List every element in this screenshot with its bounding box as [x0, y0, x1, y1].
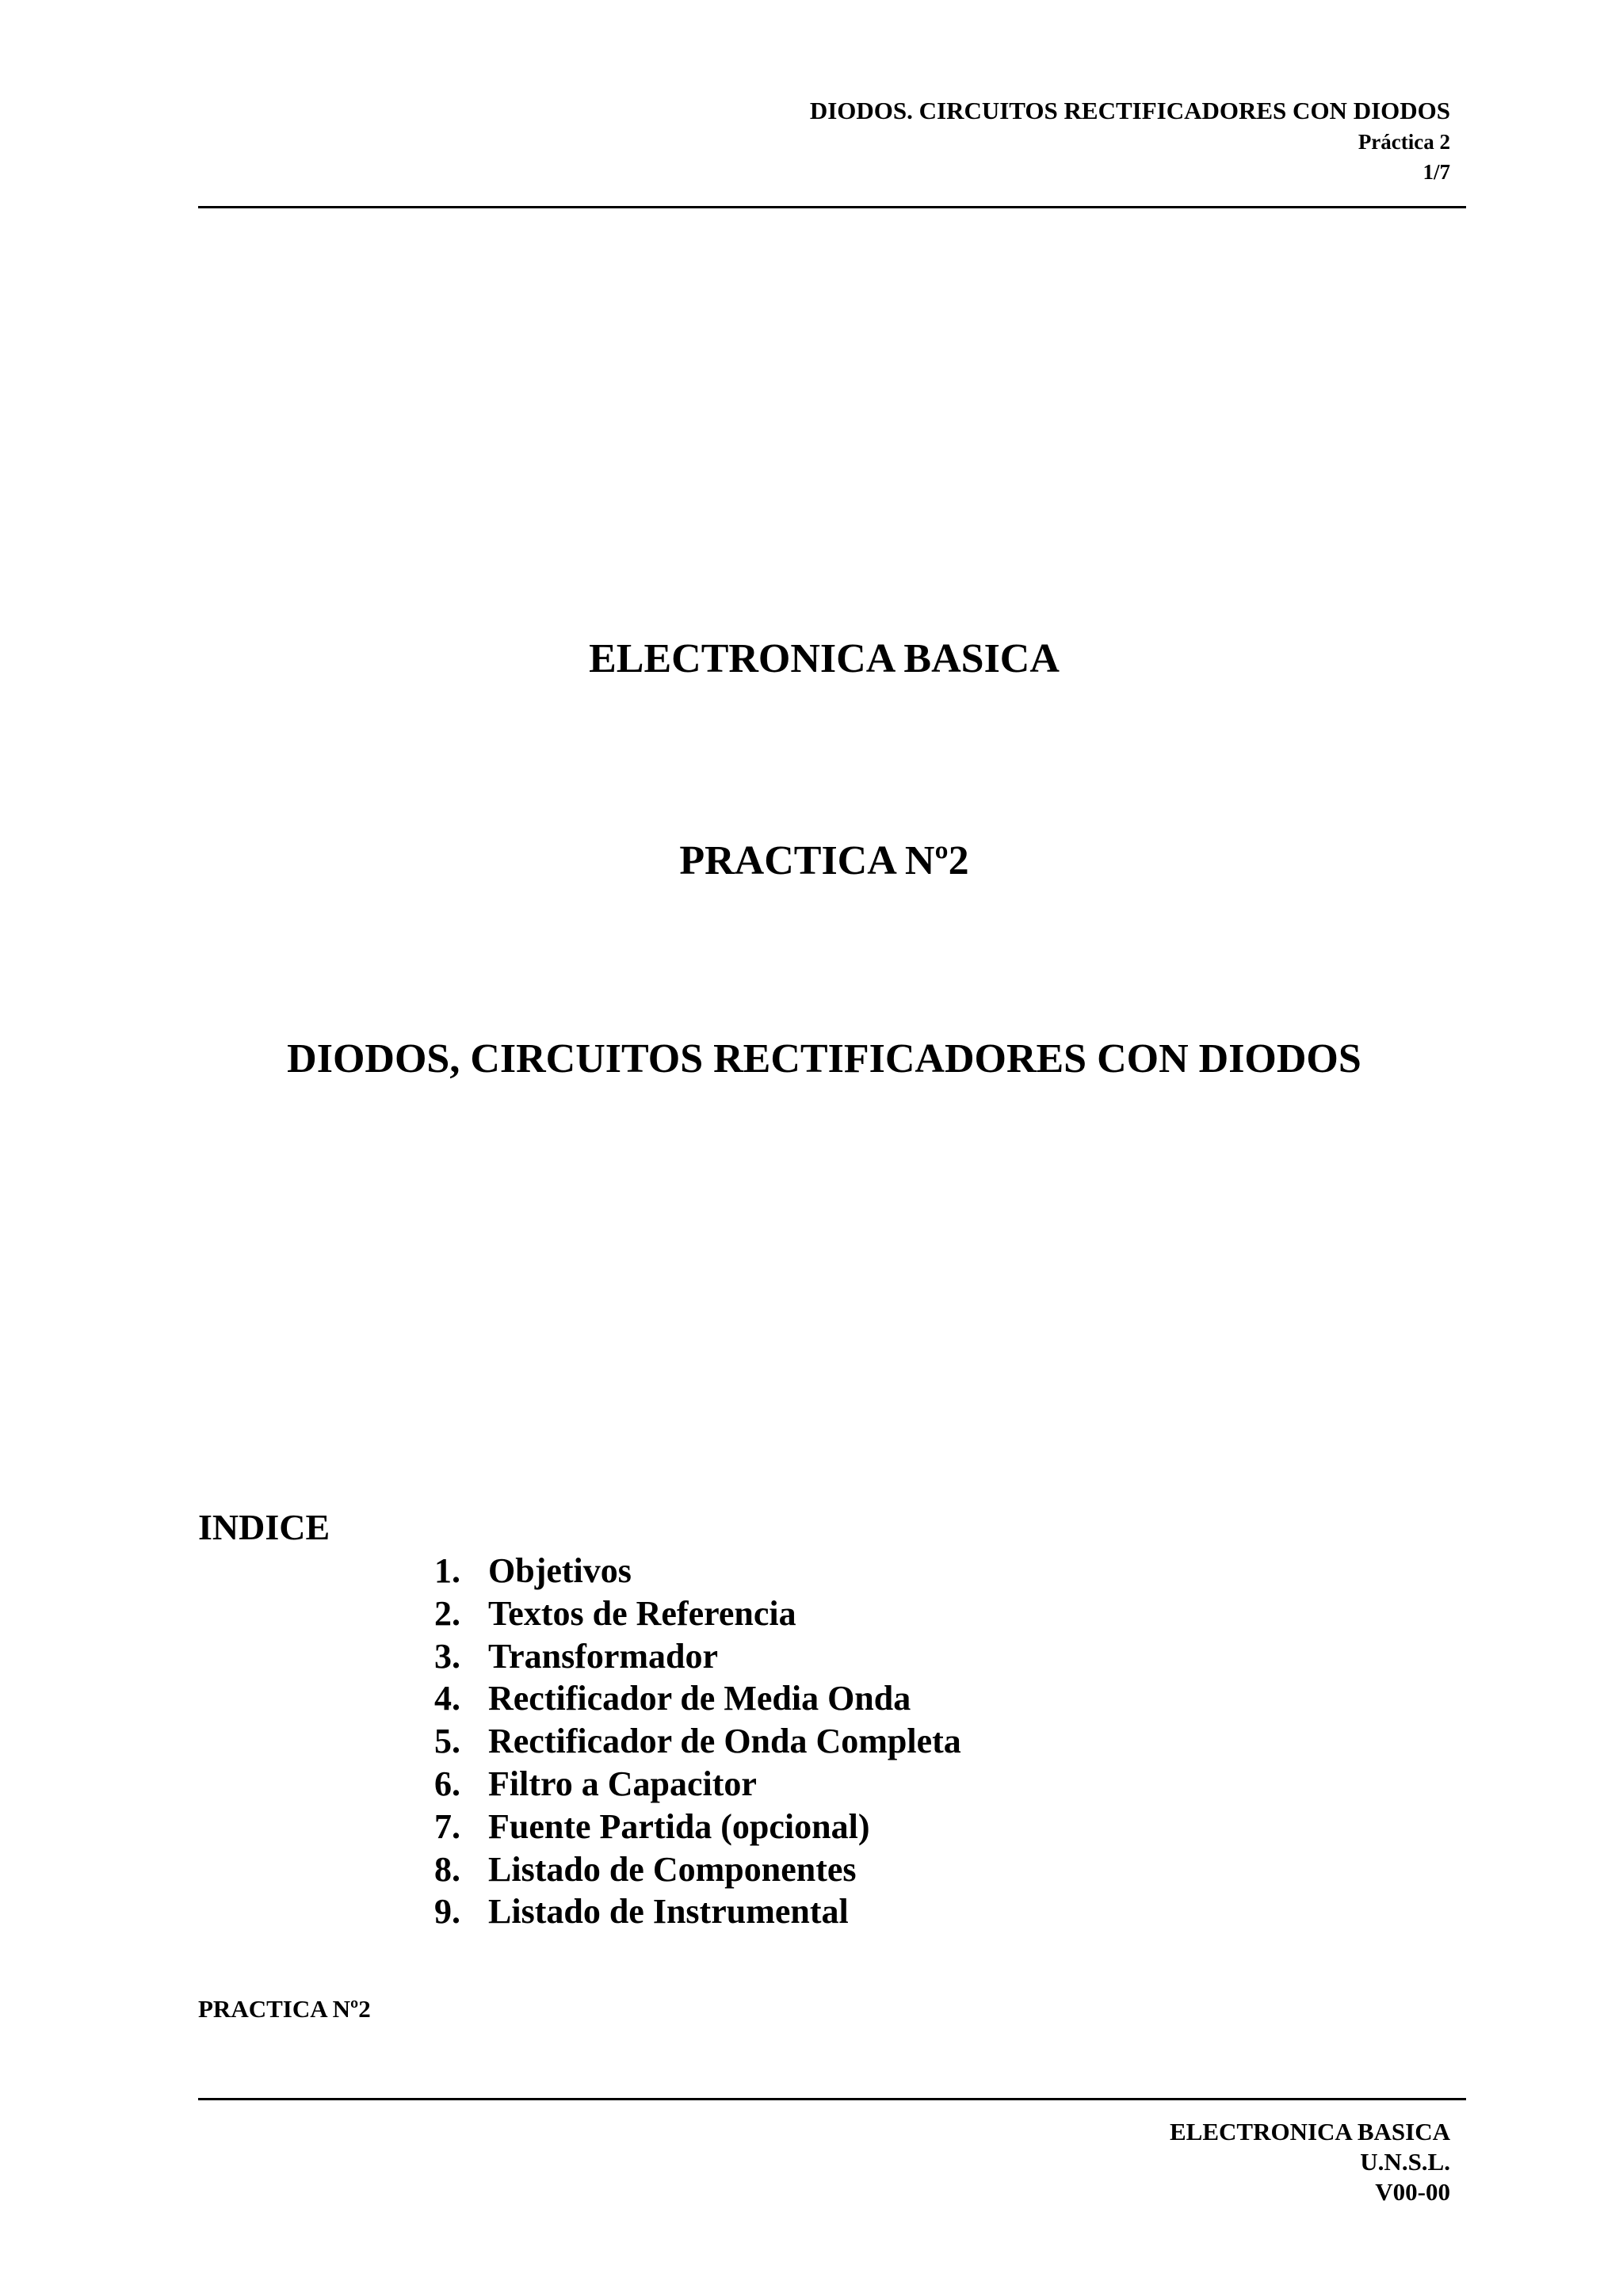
index-item-label: Textos de Referencia: [488, 1593, 796, 1633]
index-item-number: 5.: [434, 1722, 460, 1761]
topic-title: DIODOS, CIRCUITOS RECTIFICADORES CON DIODOS: [287, 1036, 1361, 1081]
index-item: [434, 1763, 961, 1806]
index-item-number: 4.: [434, 1679, 460, 1718]
footer-divider: [198, 2098, 1466, 2100]
index-item-label: Transformador: [488, 1636, 719, 1676]
header-subtitle: Práctica 2: [1358, 130, 1450, 154]
index-item: [434, 1890, 961, 1933]
index-list: [434, 1550, 961, 1933]
index-item-number: 2.: [434, 1593, 460, 1633]
index-item: [434, 1550, 961, 1592]
footer-institution: U.N.S.L.: [1360, 2148, 1450, 2176]
index-item: [434, 1806, 961, 1848]
index-item-number: 1.: [434, 1551, 460, 1590]
index-item-label: Rectificador de Media Onda: [488, 1679, 911, 1718]
page-footer: [198, 2117, 1450, 2207]
header-divider: [198, 206, 1466, 208]
index-item-number: 3.: [434, 1636, 460, 1676]
index-item-label: Fuente Partida (opcional): [488, 1806, 870, 1846]
header-page-number: 1/7: [1423, 160, 1450, 184]
index-item: [434, 1720, 961, 1763]
index-item-number: 6.: [434, 1764, 460, 1803]
footer-course: ELECTRONICA BASICA: [1169, 2118, 1450, 2145]
index-item-label: Listado de Componentes: [488, 1849, 857, 1889]
index-item-label: Rectificador de Onda Completa: [488, 1722, 961, 1761]
header-title: DIODOS. CIRCUITOS RECTIFICADORES CON DIODOS: [809, 97, 1450, 124]
page-header: [198, 95, 1466, 187]
course-title: ELECTRONICA BASICA: [589, 636, 1060, 681]
index-item-label: Filtro a Capacitor: [488, 1764, 757, 1803]
footer-version: V00-00: [1375, 2178, 1450, 2206]
index-item: [434, 1677, 961, 1720]
index-item: [434, 1592, 961, 1635]
index-item-number: 8.: [434, 1849, 460, 1889]
index-item-number: 7.: [434, 1806, 460, 1846]
footer-practice-label: PRACTICA Nº2: [198, 1995, 371, 2023]
index-item-number: 9.: [434, 1892, 460, 1932]
index-item: [434, 1635, 961, 1678]
index-item-label: Listado de Instrumental: [488, 1892, 849, 1932]
index-heading: INDICE: [198, 1507, 330, 1547]
index-item-label: Objetivos: [488, 1551, 632, 1590]
practice-title: PRACTICA Nº2: [679, 838, 969, 883]
index-item: [434, 1848, 961, 1891]
